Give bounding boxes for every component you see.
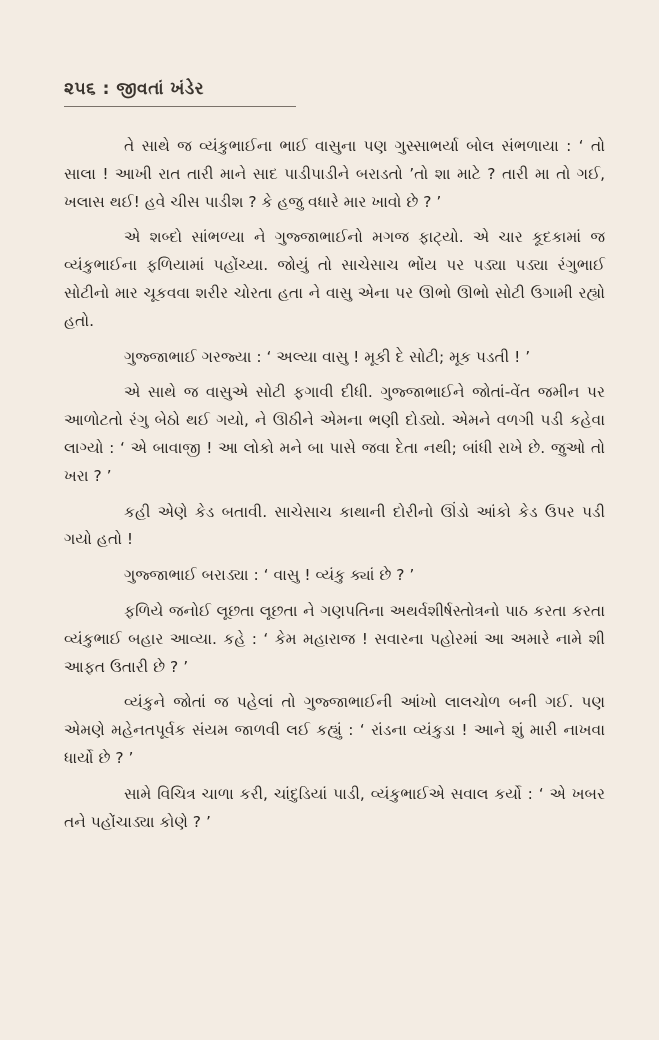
paragraph: એ શબ્દો સાંભળ્યા ને ગુજ્જાભાઈનો મગજ ફાટ્યો. એ ચાર કૂદકામાં જ વ્યંકુભાઈના ફળિયામાં પહોંચ્યા. જોયું તો સાચેસાચ ભોંય પર પડ્યા પડ્યા રંગુભાઈ સોટીનો માર ચૂકવવા શરીર ચોરતા હતા ને વાસુ એના પર ઊભો ઊભો સોટી ઉગામી રહ્યો હતો. (64, 228, 605, 330)
paragraph: તે સાથે જ વ્યંકુભાઈના ભાઈ વાસુના પણ ગુસ્સાભર્યા બોલ સંભળાયા : ‘ તો સાલા ! આખી રાત તારી માને સાદ પાડીપાડીને બરાડતો ’તો શા માટે ? તારી મા તો ગઈ, ખલાસ થઈ! હવે ચીસ પાડીશ ? કે હજુ વધારે માર ખાવો છે ? ’ (64, 137, 605, 211)
paragraph: સામે વિચિત્ર ચાળા કરી, ચાંદુડિયાં પાડી, વ્યંકુભાઈએ સવાલ કર્યો : ‘ એ ખબર તને પહોંચાડ્યા કોણે ? ’ (64, 784, 605, 831)
paragraph: ગુજ્જાભાઈ બરાડ્યા : ‘ વાસુ ! વ્યંકુ ક્યાં છે ? ’ (124, 566, 415, 585)
header-rule (64, 106, 296, 107)
paragraph: કહી એણે કેડ બતાવી. સાચેસાચ કાથાની દોરીનો ઊંડો આંકો કેડ ઉપર પડી ગયો હતો ! (64, 502, 605, 549)
page-number: ૨૫૬ (64, 79, 97, 99)
book-title: જીવતાં ખંડેર (116, 79, 205, 99)
paragraph: ગુજ્જાભાઈ ગરજ્યા : ‘ અલ્યા વાસુ ! મૂકી દે સોટી; મૂક પડતી ! ’ (124, 347, 531, 366)
header-separator: : (102, 79, 110, 99)
paragraph: વ્યંકુને જોતાં જ પહેલાં તો ગુજ્જાભાઈની આંખો લાલચોળ બની ગઈ. પણ એમણે મહેનતપૂર્વક સંયમ જાળવી લઈ કહ્યું : ‘ રાંડના વ્યંકુડા ! આને શું મારી નાખવા ધાર્યો છે ? ’ (64, 693, 605, 767)
paragraph: એ સાથે જ વાસુએ સોટી ફગાવી દીધી. ગુજ્જાભાઈને જોતાં-વેંત જમીન પર આળોટતો રંગુ બેઠો થઈ ગયો, ને ઊઠીને એમના ભણી દોડ્યો. એમને વળગી પડી કહેવા લાગ્યો : ‘ એ બાવાજી ! આ લોકો મને બા પાસે જવા દેતા નથી; બાંધી રાખે છે. જુઓ તો ખરા ? ’ (64, 383, 605, 485)
paragraph: ફળિયે જનોઈ લૂછતા લૂછતા ને ગણપતિના અથર્વશીર્ષસ્તોત્રનો પાઠ કરતા કરતા વ્યંકુભાઈ બહાર આવ્યા. કહે : ‘ કેમ મહારાજ ! સવારના પહોરમાં આ અમારે નામે શી આફત ઉતારી છે ? ’ (64, 601, 605, 676)
running-head (64, 78, 605, 100)
